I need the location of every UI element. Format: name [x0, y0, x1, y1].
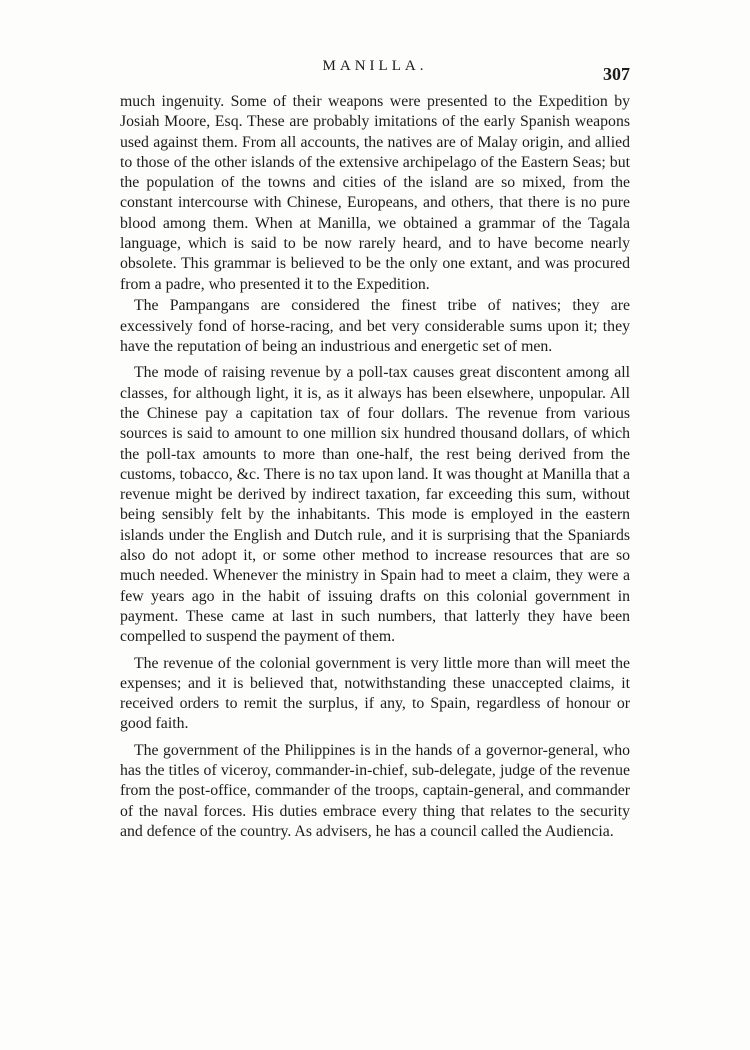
body-text	[120, 92, 630, 842]
running-head: MANILLA.	[322, 58, 428, 74]
paragraph-pampangans: The Pampangans are considered the finest tribe of natives; they are excessively fond of horse-racing, and bet very considerable sums upon it; they have the reputation of being an industrious and energetic set of men.	[120, 297, 630, 356]
paragraph-continued: much ingenuity. Some of their weapons were presented to the Expedition by Josiah Moore, Esq. These are probably imitations of the early Spanish weapons used against them. From all accounts, the natives are of Malay origin, and allied to those of the other islands of the extensive archipelago of the Eastern Seas; but the population of the towns and cities of the island are so mixed, from the constant intercourse with Chinese, Europeans, and others, that there is no pure blood among them. When at Manilla, we obtained a grammar of the Tagala language, which is said to be now rarely heard, and to have become nearly obsolete. This grammar is believed to be the only one extant, and was procured from a padre, who presented it to the Expedition.	[120, 93, 630, 293]
paragraph-revenue-poll-tax: The mode of raising revenue by a poll-tax causes great discontent among all classes, for although light, it is, as it always has been elsewhere, unpopular. All the Chinese pay a capitation tax of four dollars. The revenue from various sources is said to amount to one million six hundred thousand dollars, of which the poll-tax amounts to more than one-half, the rest being derived from the customs, tobacco, &c. There is no tax upon land. It was thought at Manilla that a revenue might be derived by indirect taxation, far exceeding this sum, without being sensibly felt by the inhabitants. This mode is employed in the eastern islands under the English and Dutch rule, and it is surprising that the Spaniards also do not adopt it, or some other method to increase resources that are so much needed. Whenever the ministry in Spain had to meet a claim, they were a few years ago in the habit of issuing drafts on this colonial government in payment. These came at last in such numbers, that latterly they have been compelled to suspend the payment of them.	[120, 364, 630, 646]
paragraph-colonial-revenue: The revenue of the colonial government is very little more than will meet the expenses; and it is believed that, notwithstanding these unaccepted claims, it received orders to remit the surplus, if any, to Spain, regardless of honour or good faith.	[120, 654, 630, 733]
page-header	[120, 56, 630, 84]
paragraph-government: The government of the Philippines is in the hands of a governor-general, who has the titles of viceroy, commander-in-chief, sub-delegate, judge of the revenue from the post-office, commander of the troops, captain-general, and commander of the naval forces. His duties embrace every thing that relates to the security and defence of the country. As advisers, he has a council called the Audiencia.	[120, 741, 630, 840]
page-number: 307	[603, 64, 630, 84]
